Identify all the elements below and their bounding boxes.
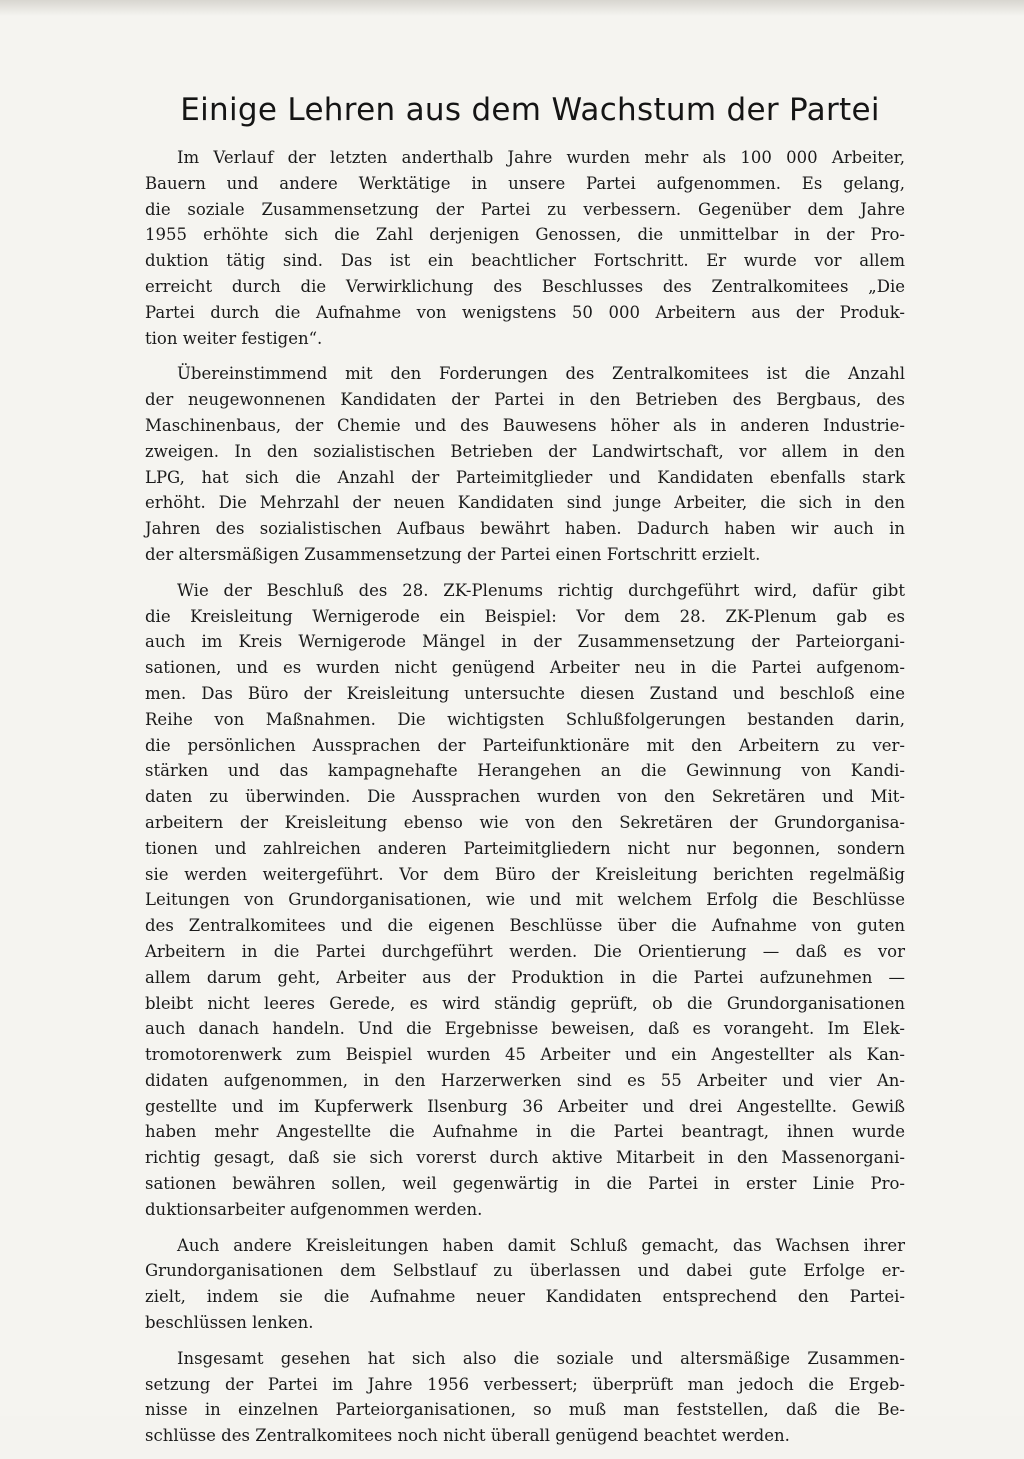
text-line: der neugewonnenen Kandidaten der Partei in den Betrieben des Bergbaus, des xyxy=(145,390,905,410)
scan-edge xyxy=(0,0,1024,16)
text-line: tionen und zahlreichen anderen Parteimitgliedern nicht nur begonnen, sondern xyxy=(145,838,905,858)
article-body xyxy=(145,145,905,1459)
text-line: beschlüssen lenken. xyxy=(145,1313,314,1333)
text-line: die persönlichen Aussprachen der Parteifunktionäre mit den Arbeitern zu ver- xyxy=(145,735,905,755)
text-line: duktion tätig sind. Das ist ein beachtlicher Fortschritt. Er wurde vor allem xyxy=(145,251,905,271)
paragraph-3 xyxy=(145,578,905,1223)
text-line: Auch andere Kreisleitungen haben damit Schluß gemacht, das Wachsen ihrer xyxy=(177,1235,905,1255)
text-line: Arbeitern in die Partei durchgeführt werden. Die Orientierung — daß es vor xyxy=(145,941,905,961)
paragraph-2 xyxy=(145,361,905,567)
text-line: Im Verlauf der letzten anderthalb Jahre wurden mehr als 100 000 Arbeiter, xyxy=(177,148,905,167)
text-line: men. Das Büro der Kreisleitung untersuchte diesen Zustand und beschloß eine xyxy=(145,683,905,703)
text-line: tromotorenwerk zum Beispiel wurden 45 Arbeiter und ein Angestellter als Kan- xyxy=(145,1045,905,1065)
text-line: haben mehr Angestellte die Aufnahme in die Partei beantragt, ihnen wurde xyxy=(145,1122,905,1142)
text-line: zielt, indem sie die Aufnahme neuer Kandidaten entsprechend den Partei- xyxy=(145,1287,905,1307)
text-line: sationen bewähren sollen, weil gegenwärtig in die Partei in erster Linie Pro- xyxy=(145,1174,905,1194)
text-line: auch danach handeln. Und die Ergebnisse beweisen, daß es vorangeht. Im Elek- xyxy=(145,1019,905,1039)
text-line: Partei durch die Aufnahme von wenigstens 50 000 Arbeitern aus der Produk- xyxy=(145,302,905,322)
text-line: schlüsse des Zentralkomitees noch nicht überall genügend beachtet werden. xyxy=(145,1426,790,1446)
text-line: Grundorganisationen dem Selbstlauf zu überlassen und dabei gute Erfolge er- xyxy=(145,1261,905,1281)
text-line: Insgesamt gesehen hat sich also die soziale und altersmäßige Zusammen- xyxy=(177,1348,905,1368)
paragraph-4 xyxy=(145,1233,905,1336)
text-line: zweigen. In den sozialistischen Betrieben der Landwirtschaft, vor allem in den xyxy=(145,441,905,461)
text-line: daten zu überwinden. Die Aussprachen wurden von den Sekretären und Mit- xyxy=(145,787,905,807)
text-line: arbeitern der Kreisleitung ebenso wie von den Sekretären der Grundorganisa- xyxy=(145,812,905,832)
text-line: Maschinenbaus, der Chemie und des Bauwesens höher als in anderen Industrie- xyxy=(145,415,905,435)
text-line: LPG, hat sich die Anzahl der Parteimitglieder und Kandidaten ebenfalls stark xyxy=(145,467,905,487)
text-line: des Zentralkomitees und die eigenen Beschlüsse über die Aufnahme von guten xyxy=(145,916,905,936)
text-line: Reihe von Maßnahmen. Die wichtigsten Schlußfolgerungen bestanden darin, xyxy=(145,709,905,729)
text-line: Übereinstimmend mit den Forderungen des Zentralkomitees ist die Anzahl xyxy=(177,364,905,384)
text-line: der altersmäßigen Zusammensetzung der Partei einen Fortschritt erzielt. xyxy=(145,544,761,564)
text-line: sie werden weitergeführt. Vor dem Büro der Kreisleitung berichten regelmäßig xyxy=(145,864,905,884)
text-line: didaten aufgenommen, in den Harzerwerken sind es 55 Arbeiter und vier An- xyxy=(145,1070,905,1090)
text-line: 1955 erhöhte sich die Zahl derjenigen Genossen, die unmittelbar in der Pro- xyxy=(145,225,905,245)
text-line: tion weiter festigen“. xyxy=(145,328,323,348)
text-line: erhöht. Die Mehrzahl der neuen Kandidaten sind junge Arbeiter, die sich in den xyxy=(145,493,905,513)
text-line: allem darum geht, Arbeiter aus der Produktion in die Partei aufzunehmen — xyxy=(145,967,905,987)
paragraph-1 xyxy=(145,145,905,351)
text-line: duktionsarbeiter aufgenommen werden. xyxy=(145,1199,483,1219)
text-line: Leitungen von Grundorganisationen, wie und mit welchem Erfolg die Beschlüsse xyxy=(145,890,905,910)
article-title: Einige Lehren aus dem Wachstum der Partei xyxy=(180,92,880,128)
text-line: Bauern und andere Werktätige in unsere Partei aufgenommen. Es gelang, xyxy=(145,173,905,193)
text-line: erreicht durch die Verwirklichung des Beschlusses des Zentralkomitees „Die xyxy=(145,276,905,296)
paragraph-5 xyxy=(145,1346,905,1449)
text-line: auch im Kreis Wernigerode Mängel in der Zusammensetzung der Parteiorgani- xyxy=(145,632,905,652)
text-line: Jahren des sozialistischen Aufbaus bewährt haben. Dadurch haben wir auch in xyxy=(145,519,905,539)
text-line: nisse in einzelnen Parteiorganisationen, so muß man feststellen, daß die Be- xyxy=(145,1400,905,1420)
text-line: gestellte und im Kupferwerk Ilsenburg 36 Arbeiter und drei Angestellte. Gewiß xyxy=(145,1096,905,1116)
text-line: Wie der Beschluß des 28. ZK-Plenums richtig durchgeführt wird, dafür gibt xyxy=(177,580,905,600)
text-line: sationen, und es wurden nicht genügend Arbeiter neu in die Partei aufgenom- xyxy=(145,658,905,678)
text-line: bleibt nicht leeres Gerede, es wird ständig geprüft, ob die Grundorganisationen xyxy=(145,993,905,1013)
text-line: stärken und das kampagnehafte Herangehen an die Gewinnung von Kandi- xyxy=(145,761,905,781)
text-line: richtig gesagt, daß sie sich vorerst durch aktive Mitarbeit in den Massenorgani- xyxy=(145,1148,905,1168)
text-line: die soziale Zusammensetzung der Partei zu verbessern. Gegenüber dem Jahre xyxy=(145,199,905,219)
text-line: die Kreisleitung Wernigerode ein Beispiel: Vor dem 28. ZK-Plenum gab es xyxy=(145,606,905,626)
text-line: setzung der Partei im Jahre 1956 verbessert; überprüft man jedoch die Ergeb- xyxy=(145,1374,905,1394)
